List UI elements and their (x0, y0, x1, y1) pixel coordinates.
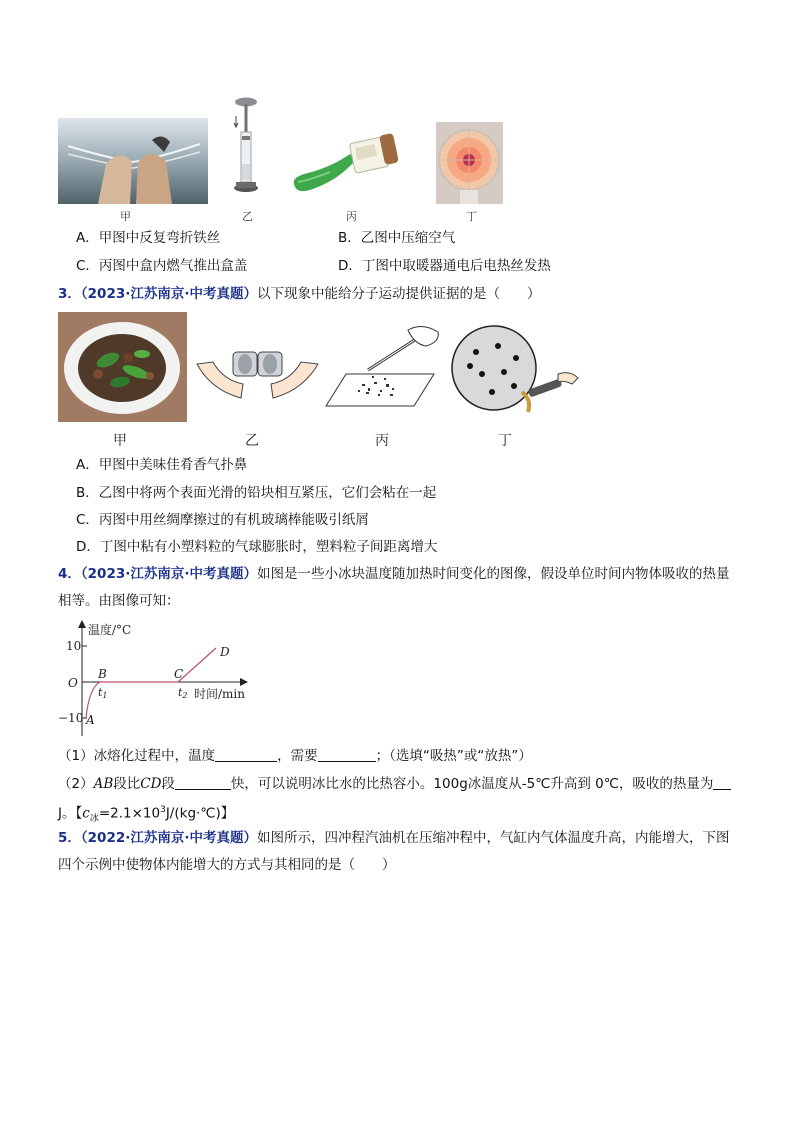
gas-lighter-box (290, 126, 406, 198)
q2-option-b: B．乙图中压缩空气 (338, 230, 456, 246)
question-4-stem (58, 564, 730, 584)
lead-blocks-hands (195, 330, 320, 412)
question-source: （2023·江苏南京·中考真题） (80, 286, 257, 302)
image-caption-yi: 乙 (242, 210, 253, 223)
x-axis-label: 时间/min (194, 687, 245, 701)
temperature-time-graph (58, 616, 258, 738)
t1-label: t1 (98, 686, 108, 700)
question-4-stem-line2: 相等。由图像可知： (58, 593, 180, 609)
photo-food-dish (58, 312, 187, 422)
answer-blank[interactable] (215, 747, 277, 762)
point-c-label: C (174, 667, 184, 681)
point-a-label: A (86, 713, 95, 727)
q3-option-b: B．乙图中将两个表面光滑的铅块相互紧压，它们会粘在一起 (76, 485, 437, 501)
q4-subquestion-1: （1）冰熔化过程中，温度 ，需要 ；（选填“吸热”或“放热”） (58, 748, 532, 764)
q3-option-c: C．丙图中用丝绸摩擦过的有机玻璃棒能吸引纸屑 (76, 512, 369, 528)
q4-subquestion-2: （2）AB段比CD段 快，可以说明冰比水的比热容小。100g冰温度从-5℃升高到 0℃，吸收的热量为 (58, 774, 731, 794)
glass-rod-paper-scraps (322, 320, 442, 412)
image-caption-bing: 丙 (375, 433, 389, 449)
image-caption-jia: 甲 (120, 210, 131, 223)
q2-option-c: C．丙图中盒内燃气推出盒盖 (76, 258, 248, 274)
question-5-stem-line2: 四个示例中使物体内能增大的方式与其相同的是（ ） (58, 857, 396, 873)
question-number: 4． (58, 566, 81, 582)
image-caption-jia: 甲 (113, 433, 127, 449)
answer-blank[interactable] (318, 747, 376, 762)
x-axis-arrow (240, 678, 248, 686)
y-axis-arrow (78, 620, 86, 628)
question-text: 如图所示，四冲程汽油机在压缩冲程中，气缸内气体温度升高，内能增大，下图 (257, 830, 730, 846)
question-3-stem (58, 284, 541, 304)
question-number: 3． (58, 286, 81, 302)
t2-label: t2 (178, 686, 188, 700)
origin-label: O (68, 676, 78, 690)
q3-option-a: A．甲图中美味佳肴香气扑鼻 (76, 457, 248, 473)
point-d-label: D (220, 645, 230, 659)
balloon-plastic-particles (448, 322, 582, 418)
y-tick-label-minus-10: −10 (58, 711, 84, 725)
question-5-stem (58, 828, 730, 848)
point-b-label: B (98, 667, 107, 681)
segment-cd (178, 648, 216, 682)
photo-bending-wire (58, 118, 208, 204)
q3-option-d: D．丁图中粘有小塑料粒的气球膨胀时，塑料粒子间距离增大 (76, 539, 438, 555)
image-caption-yi: 乙 (245, 433, 259, 449)
answer-blank[interactable] (713, 775, 731, 790)
y-axis-label: 温度/°C (88, 623, 132, 637)
y-tick-label-10: 10 (66, 639, 82, 653)
q2-option-d: D．丁图中取暖器通电后电热丝发热 (338, 258, 551, 274)
image-caption-bing: 丙 (346, 210, 357, 223)
image-caption-ding: 丁 (466, 210, 477, 223)
question-text: 如图是一些小冰块温度随加热时间变化的图像，假设单位时间内物体吸收的热量 (257, 566, 730, 582)
answer-blank[interactable] (175, 775, 231, 790)
q4-subquestion-2-line2: J。【$c_冰=2.1\times 10^3J/(kg\cdot℃)$】 (58, 805, 235, 825)
question-text: 以下现象中能给分子运动提供证据的是（ ） (257, 286, 541, 302)
air-compression-apparatus (230, 96, 262, 198)
electric-heater (436, 122, 503, 204)
q2-option-a: A．甲图中反复弯折铁丝 (76, 230, 221, 246)
question-source: （2023·江苏南京·中考真题） (80, 566, 257, 582)
image-caption-ding: 丁 (498, 433, 512, 449)
question-number: 5． (58, 830, 81, 846)
question-source: （2022·江苏南京·中考真题） (80, 830, 257, 846)
